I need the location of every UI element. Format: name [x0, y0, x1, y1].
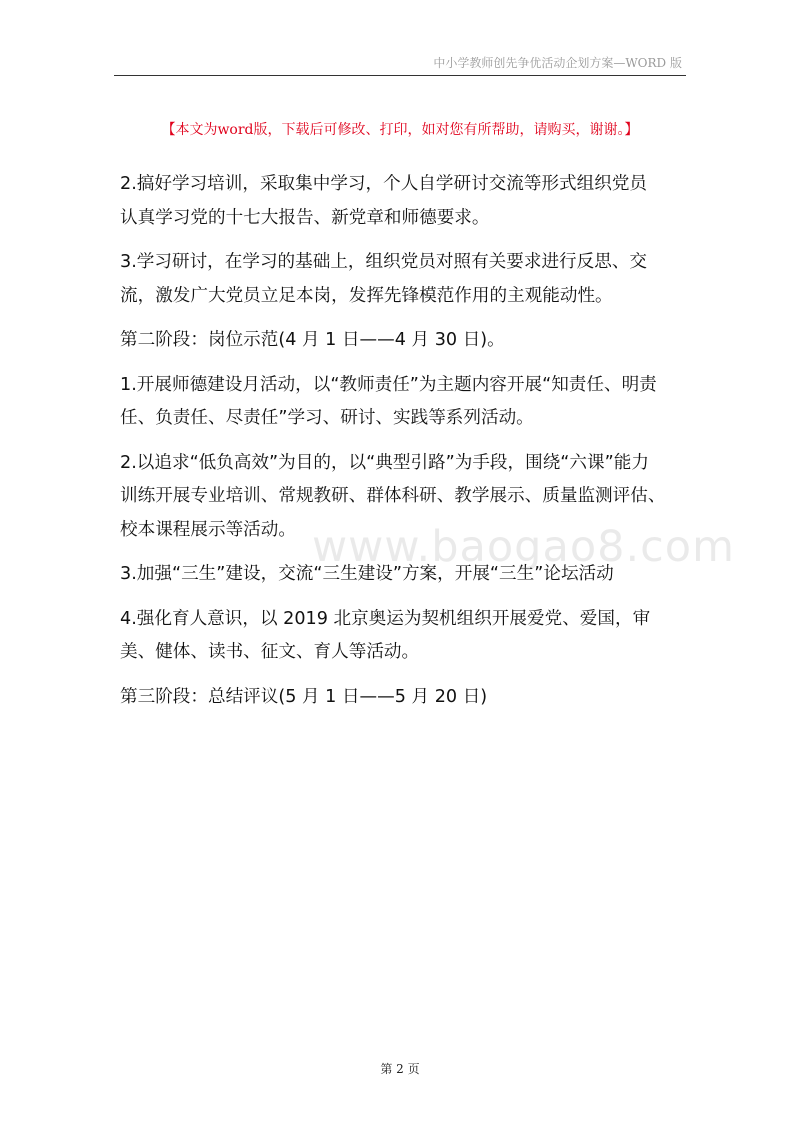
purchase-notice: 【本文为word版，下载后可修改、打印，如对您有所帮助，请购买，谢谢。】: [161, 122, 639, 138]
text-line: 1.开展师德建设月活动，以“教师责任”为主题内容开展“知责任、明责: [120, 374, 657, 395]
document-body: [120, 168, 686, 725]
text-line: 3.加强“三生”建设，交流“三生建设”方案，开展“三生”论坛活动: [120, 564, 614, 584]
paragraph: [120, 246, 686, 313]
text-line: 任、负责任、尽责任”学习、研讨、实践等系列活动。: [120, 408, 534, 428]
text-line: 认真学习党的十七大报告、新党章和师德要求。: [120, 207, 490, 228]
page-number: 第 2 页: [380, 1062, 420, 1076]
text-line: 美、健体、读书、征文、育人等活动。: [120, 642, 420, 662]
paragraph: [120, 168, 686, 235]
text-line: 2.以追求“低负高效”为目的，以“典型引路”为手段，围绕“六课”能力: [120, 452, 649, 473]
text-line: 校本课程展示等活动。: [120, 519, 296, 540]
running-header: 中小学教师创先争优活动企划方案—WORD 版: [433, 56, 682, 70]
text-line: 4.强化育人意识，以 2019 北京奥运为契机组织开展爱党、爱国，审: [120, 608, 651, 629]
paragraph: [120, 369, 686, 436]
header-rule: [114, 75, 686, 76]
watermark: www.baogao8.com: [312, 522, 735, 572]
text-line: 训练开展专业培训、常规教研、群体科研、教学展示、质量监测评估、: [120, 486, 666, 506]
text-line: 第二阶段：岗位示范(4 月 1 日——4 月 30 日)。: [120, 330, 505, 350]
paragraph: [120, 603, 686, 670]
text-line: 3.学习研讨，在学习的基础上，组织党员对照有关要求进行反思、交: [120, 252, 648, 272]
section-heading: [120, 681, 686, 715]
text-line: 流，激发广大党员立足本岗，发挥先锋模范作用的主观能动性。: [120, 285, 613, 306]
section-heading: [120, 324, 686, 358]
text-line: 2.搞好学习培训，采取集中学习，个人自学研讨交流等形式组织党员: [120, 174, 648, 194]
text-line: 第三阶段：总结评议(5 月 1 日——5 月 20 日): [120, 686, 488, 707]
